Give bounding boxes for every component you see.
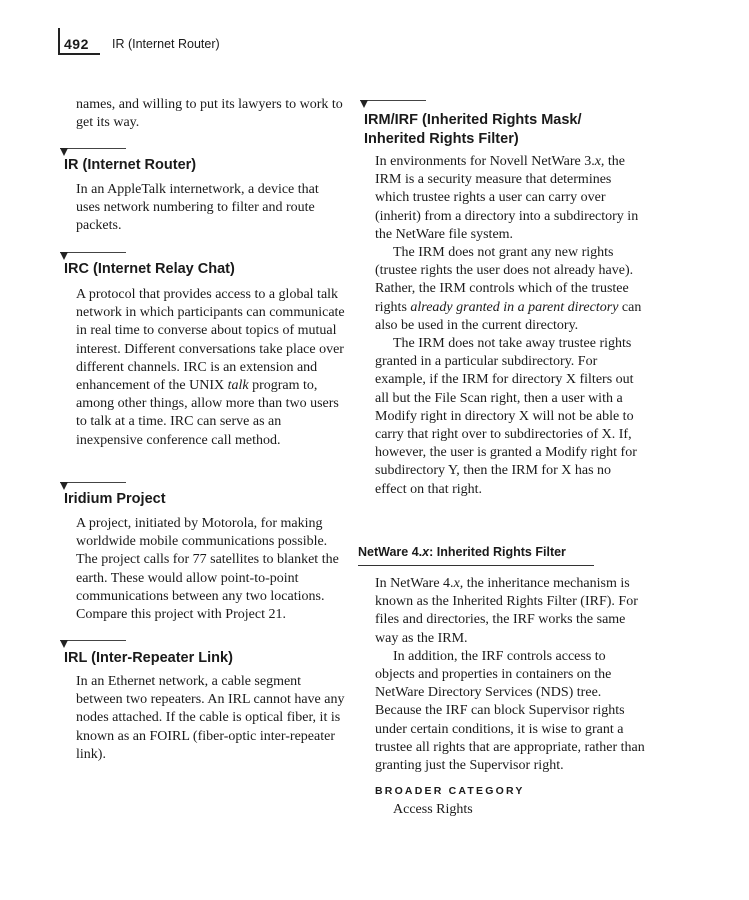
entry-heading-ir: IR (Internet Router) [64,157,197,173]
broader-category-label: BROADER CATEGORY [375,785,525,797]
irm-irf-body: In environments for Novell NetWare 3.x, the IRM is a security measure that determines which trustee rights a user can carry over (inherit) from a directory into a subdirectory in the NetWare file system. The IRM does not grant any new rights (trustee rights the user does not already have). Rather, the IRM controls which of the trustee rights already granted in a parent directory can also be used in the current directory. The IRM does not take away trustee rights granted in a particular subdirectory. For example, if the IRM for directory X filters out all but the File Scan right, then a user with a Modify right in directory X will not be able to carry that right over to subdirectories of X. If, however, the user is granted a Modify right for subdirectory Y, then the IRM for X has no effect on that right. [375,154,642,497]
entry-text-iridium: A project, initiated by Motorola, for making worldwide mobile communications possible. The project calls for 77 satellites to blanket the earth. These would allow point-to-point communications between any two locations. Compare this project with Project 21. [76,516,339,623]
entry-heading-iridium: Iridium Project [64,491,166,507]
entry-text-irc: A protocol that provides access to a global talk network in which participants can communicate in real time to converse about topics of mutual interest. Different conversations take place over different channels. IRC is an extension and enhancement of the UNIX talk program to, among other things, allow more than two users to talk at a time. IRC can serve as an inexpensive conference call method. [76,287,345,448]
entry-heading-irc: IRC (Internet Relay Chat) [64,261,235,277]
entry-text-irl: In an Ethernet network, a cable segment between two repeaters. An IRL cannot have any nodes attached. If the cable is optical fiber, it is known as an FOIRL (fiber-optic inter-repeater link). [76,674,345,762]
running-title: IR (Internet Router) [112,37,220,51]
subheading-rule [358,565,594,566]
header-rule [58,53,100,55]
entry-heading-irl: IRL (Inter-Repeater Link) [64,650,233,666]
page-number: 492 [64,36,89,52]
intro-continuation: names, and willing to put its lawyers to work to get its way. [76,97,343,131]
entry-heading-irm-irf: IRM/IRF (Inherited Rights Mask/ Inherited Rights Filter) [364,112,582,147]
header-bar [58,28,60,54]
entry-marker [360,100,426,110]
broader-category-value: Access Rights [393,802,473,817]
subheading-netware4: NetWare 4.x: Inherited Rights Filter [358,545,566,559]
netware4-body: In NetWare 4.x, the inheritance mechanism is known as the Inherited Rights Filter (IRF). For files and directories, the IRF works the same way as the IRM. In addition, the IRF controls access to objects and properties in containers on the NetWare Directory Services (NDS) tree. Because the IRF can block Supervisor rights under certain conditions, it is wise to grant a trustee all rights that are appropriate, rather than granting just the Supervisor right. [375,576,645,774]
entry-text-ir: In an AppleTalk internetwork, a device that uses network numbering to filter and route packets. [76,182,319,234]
